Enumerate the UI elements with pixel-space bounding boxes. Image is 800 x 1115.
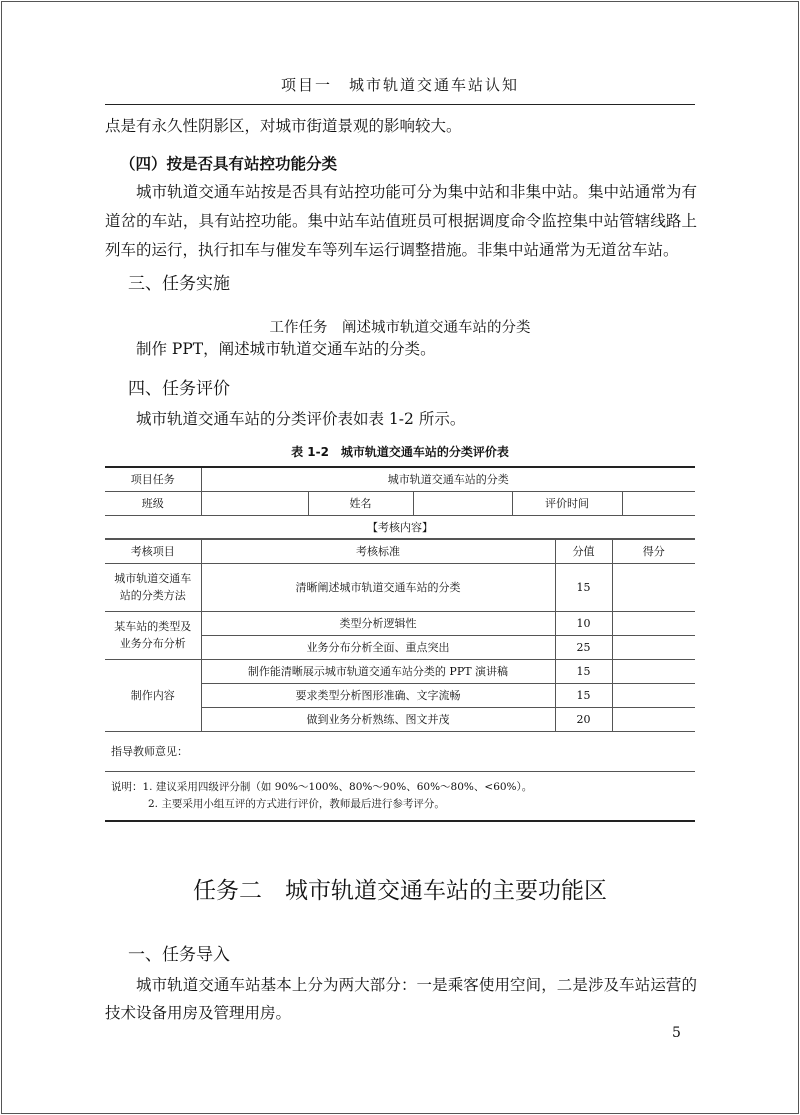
- section-heading: 三、任务实施: [128, 274, 230, 294]
- section-heading: 四、任务评价: [128, 379, 230, 399]
- table-cell: 业务分布分析全面、重点突出: [201, 635, 555, 659]
- table-cell: 姓名: [308, 491, 413, 515]
- note-line: 2. 主要采用小组互评的方式进行评价，教师最后进行参考评分。: [148, 797, 445, 810]
- score-field[interactable]: [612, 635, 695, 659]
- evaluation-table: [105, 466, 695, 822]
- table-row: [105, 611, 695, 635]
- table-cell: 清晰阐述城市轨道交通车站的分类: [201, 563, 555, 611]
- class-field[interactable]: [201, 491, 308, 515]
- section-heading: （四）按是否具有站控功能分类: [120, 155, 338, 173]
- table-caption: 表 1-2 城市轨道交通车站的分类评价表: [291, 445, 509, 459]
- paragraph: 点是有永久性阴影区，对城市街道景观的影响较大。: [105, 117, 462, 135]
- table-cell: 城市轨道交通车站的分类方法: [105, 563, 201, 611]
- table-cell: 类型分析逻辑性: [201, 611, 555, 635]
- table-cell: 15: [555, 683, 612, 707]
- table-row: [105, 563, 695, 611]
- score-field[interactable]: [612, 563, 695, 611]
- paragraph: 城市轨道交通车站按是否具有站控功能可分为集中站和非集中站。集中站通常为有道岔的车站，具有站控功能。集中站车站值班员可根据调度命令监控集中站管辖线路上列车的运行，执行扣车与催发车等列车运行调整措施。非集中站通常为无道岔车站。: [105, 183, 697, 259]
- paragraph: 城市轨道交通车站基本上分为两大部分：一是乘客使用空间，二是涉及车站运营的技术设备用房及管理用房。: [105, 976, 697, 1022]
- paragraph: 城市轨道交通车站的分类评价表如表 1-2 所示。: [136, 410, 466, 428]
- table-section: 【考核内容】: [105, 515, 695, 538]
- table-note: [105, 771, 695, 821]
- page-number: 5: [672, 1025, 681, 1041]
- table-cell: 制作能清晰展示城市轨道交通车站分类的 PPT 演讲稿: [201, 659, 555, 683]
- table-cell: 某车站的类型及业务分布分析: [105, 611, 201, 659]
- table-cell: 15: [555, 563, 612, 611]
- running-header: 项目一 城市轨道交通车站认知: [280, 76, 519, 94]
- table-cell: 要求类型分析图形准确、文字流畅: [201, 683, 555, 707]
- task-title: 任务二 城市轨道交通车站的主要功能区: [193, 878, 607, 904]
- work-task-title: 工作任务 阐述城市轨道交通车站的分类: [269, 320, 531, 336]
- score-field[interactable]: [612, 707, 695, 731]
- table-header: 考核标准: [201, 539, 555, 563]
- note-line: 说明：1. 建议采用四级评分制（如 90%～100%、80%～90%、60%～80%、<60%）。: [111, 780, 533, 793]
- table-cell: 10: [555, 611, 612, 635]
- table-cell: 评价时间: [512, 491, 622, 515]
- table-cell: 25: [555, 635, 612, 659]
- score-field[interactable]: [612, 611, 695, 635]
- teacher-comment: 指导教师意见：: [105, 731, 695, 771]
- table-header: 分值: [555, 539, 612, 563]
- table-cell: 做到业务分析熟练、图文并茂: [201, 707, 555, 731]
- table-cell: 15: [555, 659, 612, 683]
- score-field[interactable]: [612, 683, 695, 707]
- table-header: 考核项目: [105, 539, 201, 563]
- table-cell: 制作内容: [105, 659, 201, 731]
- table-header: 得分: [612, 539, 695, 563]
- table-row: [105, 659, 695, 683]
- time-field[interactable]: [622, 491, 695, 515]
- score-field[interactable]: [612, 659, 695, 683]
- table-cell: 城市轨道交通车站的分类: [201, 468, 695, 491]
- table-cell: 项目任务: [105, 468, 201, 491]
- paragraph: 制作 PPT，阐述城市轨道交通车站的分类。: [136, 340, 436, 358]
- table-cell: 班级: [105, 491, 201, 515]
- header-rule: [105, 104, 695, 105]
- name-field[interactable]: [413, 491, 512, 515]
- table-cell: 20: [555, 707, 612, 731]
- section-heading: 一、任务导入: [128, 945, 230, 965]
